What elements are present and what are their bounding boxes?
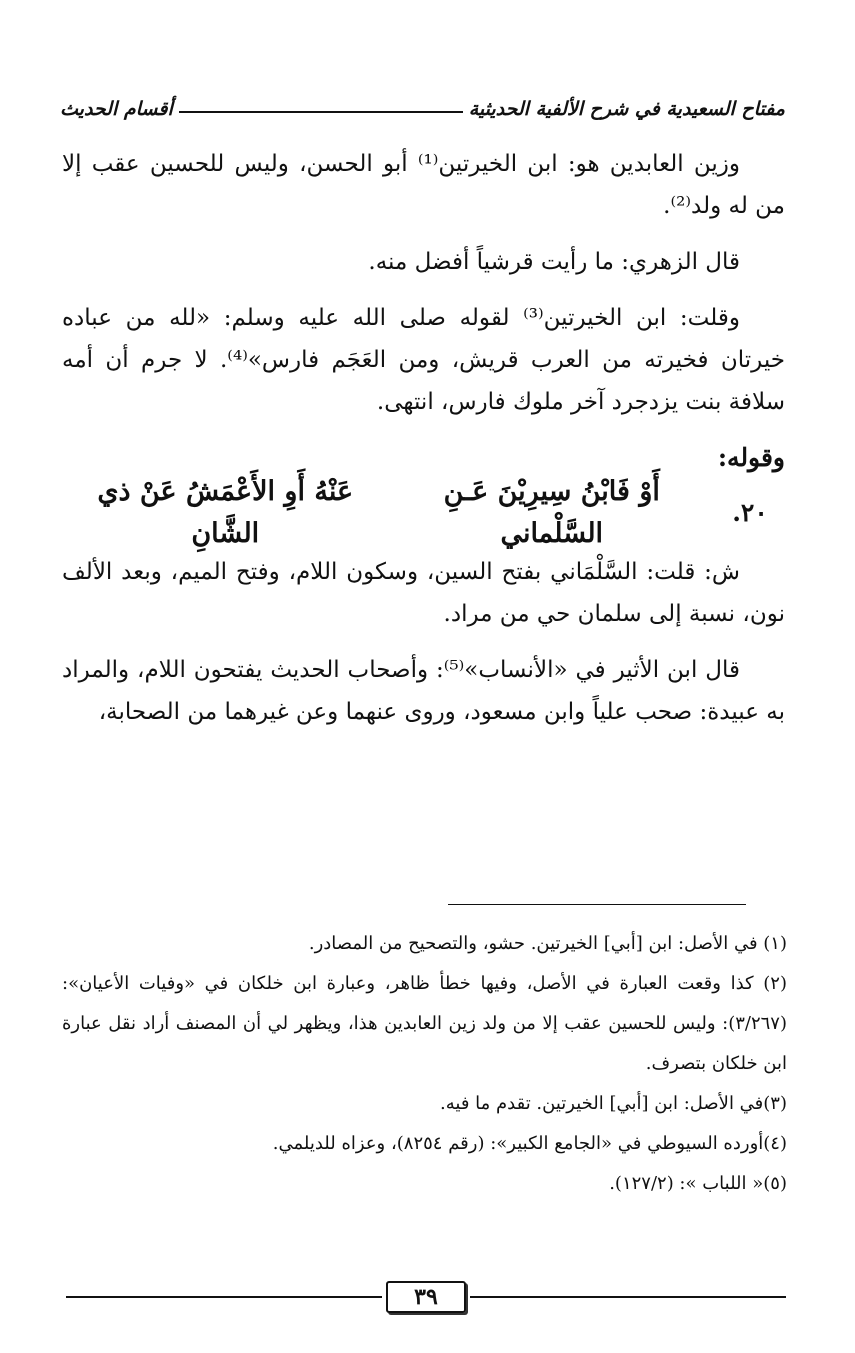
footer-rule-left [66,1296,382,1298]
verse-first-hemistich: أَوْ فَابْنُ سِيرِيْنَ عَـنِ السَّلْماني [443,476,660,549]
footnote-4: (٤)أورده السيوطي في «الجامع الكبير»: (رقم ٨٢٥٤)، وعزاه للديلمي. [272,1133,787,1154]
verse-number: ٢٠. [732,498,768,527]
footnote-1: (١) في الأصل: ابن [أبي] الخيرتين. حشو، والتصحيح من المصادر. [308,933,787,954]
page-number: ٣٩ [386,1281,466,1313]
book-title: مفتاح السعيدية في شرح الألفية الحديثية [468,98,785,120]
paragraph-ibn-athir: قال ابن الأثير في «الأنساب»⁽⁵⁾: وأصحاب الحديث يفتحون اللام، والمراد به عبيدة: صحب علياً وابن مسعود، وروى عنهما وعن غيرهما من الصحابة، [62,657,785,725]
footer-rule-right [470,1296,786,1298]
main-text [62,143,785,747]
verse-heading: وقوله: [717,443,785,472]
footnote-5: (٥)« اللباب »: (١٢٧/٢). [609,1173,787,1194]
verse-second-hemistich: عَنْهُ أَوِ الأَعْمَشُ عَنْ ذي الشَّانِ [97,476,354,549]
running-header [60,86,785,120]
header-rule [179,111,463,113]
footnotes [62,924,787,1204]
paragraph-zuhri: قال الزهري: ما رأيت قرشياً أفضل منه. [368,249,740,275]
page-footer [66,1282,786,1312]
section-title: أقسام الحديث [60,98,173,120]
footnote-separator [448,904,746,905]
footnote-3: (٣)في الأصل: ابن [أبي] الخيرتين. تقدم ما فيه. [440,1093,787,1114]
paragraph-khiyaratayn: وقلت: ابن الخيرتين⁽³⁾ لقوله صلى الله عليه وسلم: «لله من عباده خيرتان فخيرته من العرب قريش، ومن العَجَم فارس»⁽⁴⁾. لا جرم أن أمه سلافة بنت يزدجرد آخر ملوك فارس، انتهى. [62,305,785,415]
poem-verse [62,476,785,549]
footnote-2: (٢) كذا وقعت العبارة في الأصل، وفيها خطأ ظاهر، وعبارة ابن خلكان في «وفيات الأعيان»: (٣/٢٦٧): وليس للحسين عقب إلا من ولد زين العابدين هذا، ويظهر لي أن المصنف أراد نقل عبارة ابن خلكان بتصرف. [62,973,787,1074]
paragraph-salmani: ش: قلت: السَّلْمَاني بفتح السين، وسكون اللام، وفتح الميم، وبعد الألف نون، نسبة إلى سلمان حي من مراد. [62,559,785,627]
paragraph-zayn-al-abidin: وزين العابدين هو: ابن الخيرتين⁽¹⁾ أبو الحسن، وليس للحسين عقب إلا من له ولد⁽²⁾. [62,151,785,219]
